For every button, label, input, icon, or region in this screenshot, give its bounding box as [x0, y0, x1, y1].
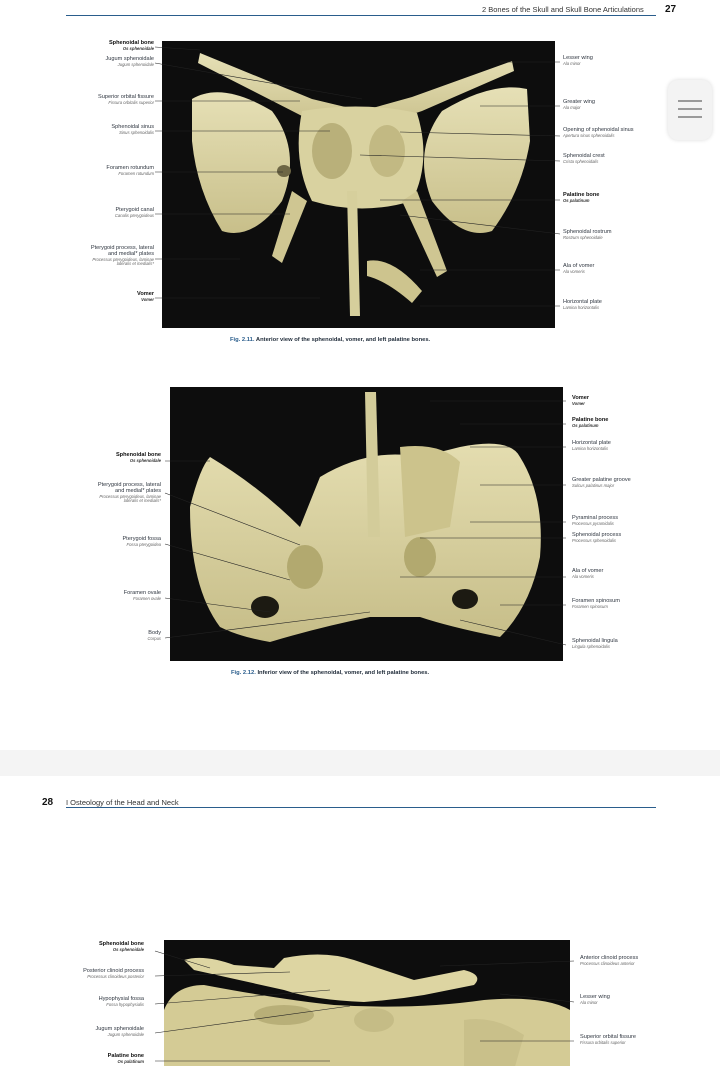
label-vomer: Vomer Vomer: [137, 291, 154, 302]
label-pyraminal-process: Pyraminal process Processus pyramidalis: [572, 515, 619, 526]
label-lesser-wing: Lesser wing Ala minor: [563, 55, 593, 66]
header-rule-2: [66, 807, 656, 808]
label-sphenoidal-sinus: Sphenoidal sinus Sinus sphenoidalis: [111, 124, 154, 135]
label-body: Body Corpus: [147, 630, 161, 641]
label-sphenoidal-rostrum: Sphenoidal rostrum Rostrum sphenoidale: [563, 229, 612, 240]
label-sphenoidal-bone: Sphenoidal bone Os sphenoidale: [108, 40, 154, 51]
label-pterygoid-canal: Pterygoid canal Canalis pterygoideus: [114, 207, 154, 218]
figure-2-12-photo: [170, 387, 563, 661]
label-palatine-bone-3: Palatine bone Os palatinum: [107, 1053, 144, 1064]
label-anterior-clinoid-process: Anterior clinoid process Processus clinoideus anterior: [580, 955, 639, 966]
label-foramen-ovale: Foramen ovale Foramen ovale: [123, 590, 161, 601]
page-28: [0, 776, 720, 1066]
figure-2-12-caption: Fig. 2.12. Inferior view of the sphenoidal, vomer, and left palatine bones.: [231, 670, 430, 676]
label-sphenoidal-lingula: Sphenoidal lingula Lingula sphenoidalis: [572, 638, 618, 649]
label-sphenoidal-bone-3: Sphenoidal bone Os sphenoidale: [98, 941, 144, 952]
label-jugum-sphenoidale: Jugum sphenoidale Jugum sphenoidale: [105, 56, 154, 67]
label-sphenoidal-process: Sphenoidal process Processus sphenoidalis: [572, 532, 622, 543]
label-superior-orbital-fissure: Superior orbital fissure Fissura orbitalis superior: [98, 94, 154, 105]
label-palatine-bone-2: Palatine bone Os palatinum: [572, 417, 609, 428]
scroll-handle[interactable]: [668, 80, 712, 140]
label-pterygoid-process: Pterygoid process, lateral and medial* plates Processus pterygoideus, laminae lateralis et medialis*: [90, 245, 154, 267]
running-header: 2 Bones of the Skull and Skull Bone Articulations: [482, 5, 644, 14]
label-sphenoidal-crest: Sphenoidal crest Crista sphenoidalis: [563, 153, 605, 164]
label-horizontal-plate-2: Horizontal plate Lamina horizontalis: [572, 440, 611, 451]
label-posterior-clinoid-process: Posterior clinoid process Processus clinoideus posterior: [83, 968, 144, 979]
label-opening-sphenoidal-sinus: Opening of sphenoidal sinus Apertura sinus sphenoidalis: [563, 127, 634, 138]
figure-2-11-photo: [162, 41, 555, 328]
running-header-2: I Osteology of the Head and Neck: [66, 798, 179, 807]
label-hypophysial-fossa: Hypophysial fossa Fossa hypophysialis: [98, 996, 144, 1007]
page-number-28: 28: [42, 797, 54, 808]
label-greater-wing: Greater wing Ala major: [563, 99, 596, 110]
label-vomer-2: Vomer Vomer: [572, 395, 589, 406]
label-foramen-spinosum: Foramen spinosum Foramen spinosum: [572, 598, 620, 609]
label-sphenoidal-bone-2: Sphenoidal bone Os sphenoidale: [115, 452, 161, 463]
label-ala-of-vomer-2: Ala of vomer Ala vomeris: [572, 568, 604, 579]
header-rule: [66, 15, 656, 16]
label-superior-orbital-fissure-2: Superior orbital fissure Fissura orbitalis superior: [580, 1034, 636, 1045]
figure-2-13-photo: [164, 940, 570, 1066]
label-pterygoid-process-2: Pterygoid process, lateral and medial* plates Processus pterygoideus, laminae lateralis et medialis*: [97, 482, 161, 504]
label-horizontal-plate: Horizontal plate Lamina horizontalis: [563, 299, 602, 310]
label-palatine-bone: Palatine bone Os palatinum: [563, 192, 600, 203]
page-number: 27: [665, 4, 677, 15]
label-jugum-sphenoidale-2: Jugum sphenoidale Jugum sphenoidale: [95, 1026, 144, 1037]
label-greater-palatine-groove: Greater palatine groove Sulcus palatinus major: [572, 477, 631, 488]
label-ala-of-vomer: Ala of vomer Ala vomeris: [563, 263, 595, 274]
label-pterygoid-fossa: Pterygoid fossa Fossa pterygoidea: [122, 536, 161, 547]
label-foramen-rotundum: Foramen rotundum Foramen rotundum: [106, 165, 154, 176]
label-lesser-wing-2: Lesser wing Ala minor: [580, 994, 610, 1005]
figure-2-11-caption: Fig. 2.11. Anterior view of the sphenoidal, vomer, and left palatine bones.: [230, 337, 431, 343]
